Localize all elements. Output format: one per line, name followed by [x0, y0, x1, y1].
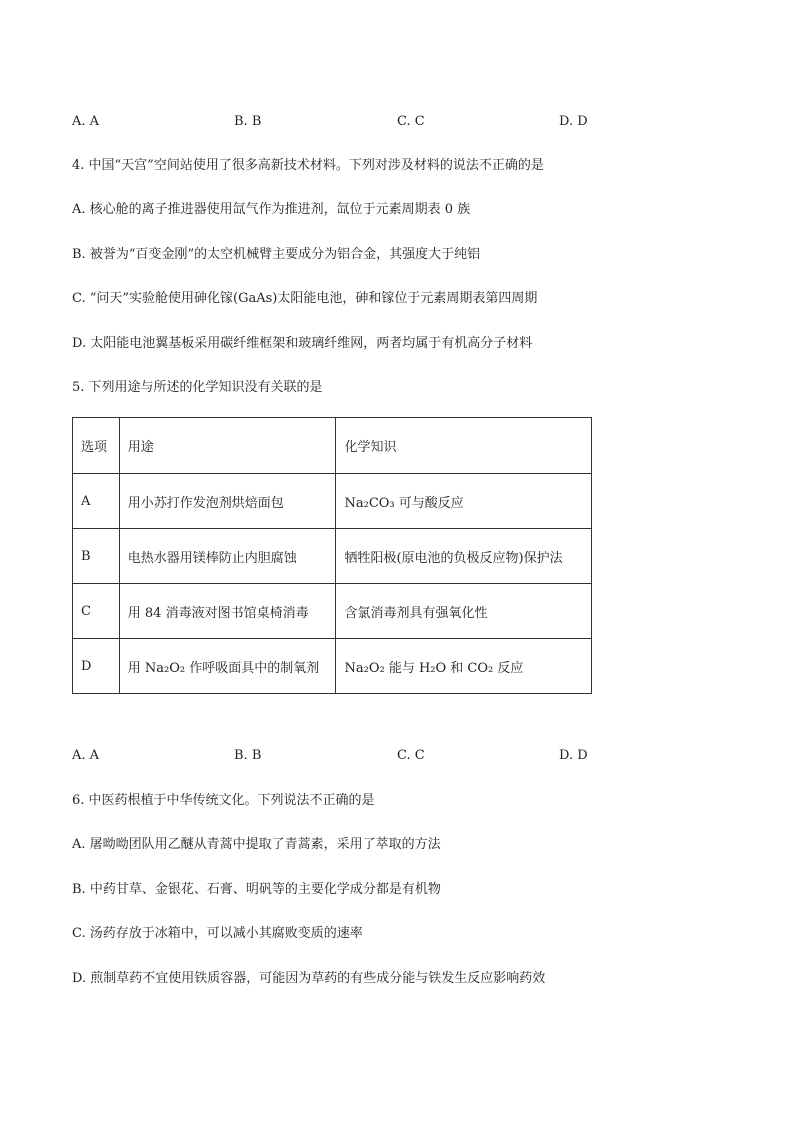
- q6-option-a: A. 屠呦呦团队用乙醚从青蒿中提取了青蒿素，采用了萃取的方法: [72, 837, 441, 852]
- table-row: [73, 474, 592, 529]
- table-cell: 牺牲阳极(原电池的负极反应物)保护法: [336, 529, 592, 584]
- q5-choice-c: C. C: [397, 748, 425, 763]
- q4-option-d: D. 太阳能电池翼基板采用碳纤维框架和玻璃纤维网，两者均属于有机高分子材料: [72, 336, 533, 351]
- table-cell: D: [73, 639, 120, 694]
- q6-option-b: B. 中药甘草、金银花、石膏、明矾等的主要化学成分都是有机物: [72, 882, 441, 897]
- table-header-row: [73, 418, 592, 474]
- q3-choice-d: D. D: [559, 114, 588, 129]
- table-cell: A: [73, 474, 120, 529]
- table-cell: 含氯消毒剂具有强氧化性: [336, 584, 592, 639]
- table-row: [73, 584, 592, 639]
- q6-option-d: D. 煎制草药不宜使用铁质容器，可能因为草药的有些成分能与铁发生反应影响药效: [72, 971, 546, 986]
- q6-option-c: C. 汤药存放于冰箱中，可以减小其腐败变质的速率: [72, 926, 363, 941]
- table-header-cell: 化学知识: [336, 418, 592, 474]
- table-cell: C: [73, 584, 120, 639]
- table-cell: 用 84 消毒液对图书馆桌椅消毒: [119, 584, 336, 639]
- q3-choice-c: C. C: [397, 114, 425, 129]
- q4-option-c: C. “问天”实验舱使用砷化镓(GaAs)太阳能电池，砷和镓位于元素周期表第四周期: [72, 291, 538, 306]
- q5-choices-row: [72, 748, 592, 764]
- q6-stem: 6. 中医药根植于中华传统文化。下列说法不正确的是: [72, 793, 375, 808]
- q5-choice-d: D. D: [559, 748, 588, 763]
- table-header-cell: 选项: [73, 418, 120, 474]
- q4-option-b: B. 被誉为“百变金刚”的太空机械臂主要成分为铝合金，其强度大于纯铝: [72, 247, 481, 262]
- table-cell: Na₂CO₃ 可与酸反应: [336, 474, 592, 529]
- table-cell: Na₂O₂ 能与 H₂O 和 CO₂ 反应: [336, 639, 592, 694]
- q5-stem: 5. 下列用途与所述的化学知识没有关联的是: [72, 380, 323, 395]
- q3-choice-a: A. A: [72, 114, 100, 129]
- q3-choice-b: B. B: [234, 114, 262, 129]
- table-cell: 电热水器用镁棒防止内胆腐蚀: [119, 529, 336, 584]
- q4-stem: 4. 中国“天宫”空间站使用了很多高新技术材料。下列对涉及材料的说法不正确的是: [72, 158, 544, 173]
- table-header-cell: 用途: [119, 418, 336, 474]
- table-cell: 用小苏打作发泡剂烘焙面包: [119, 474, 336, 529]
- table-row: [73, 639, 592, 694]
- table-cell: B: [73, 529, 120, 584]
- q5-choice-b: B. B: [234, 748, 262, 763]
- q4-option-a: A. 核心舱的离子推进器使用氙气作为推进剂，氙位于元素周期表 0 族: [72, 202, 471, 217]
- q3-choices-row: [72, 114, 592, 130]
- q5-table: [72, 417, 592, 694]
- q5-choice-a: A. A: [72, 748, 100, 763]
- table-row: [73, 529, 592, 584]
- table-cell: 用 Na₂O₂ 作呼吸面具中的制氧剂: [119, 639, 336, 694]
